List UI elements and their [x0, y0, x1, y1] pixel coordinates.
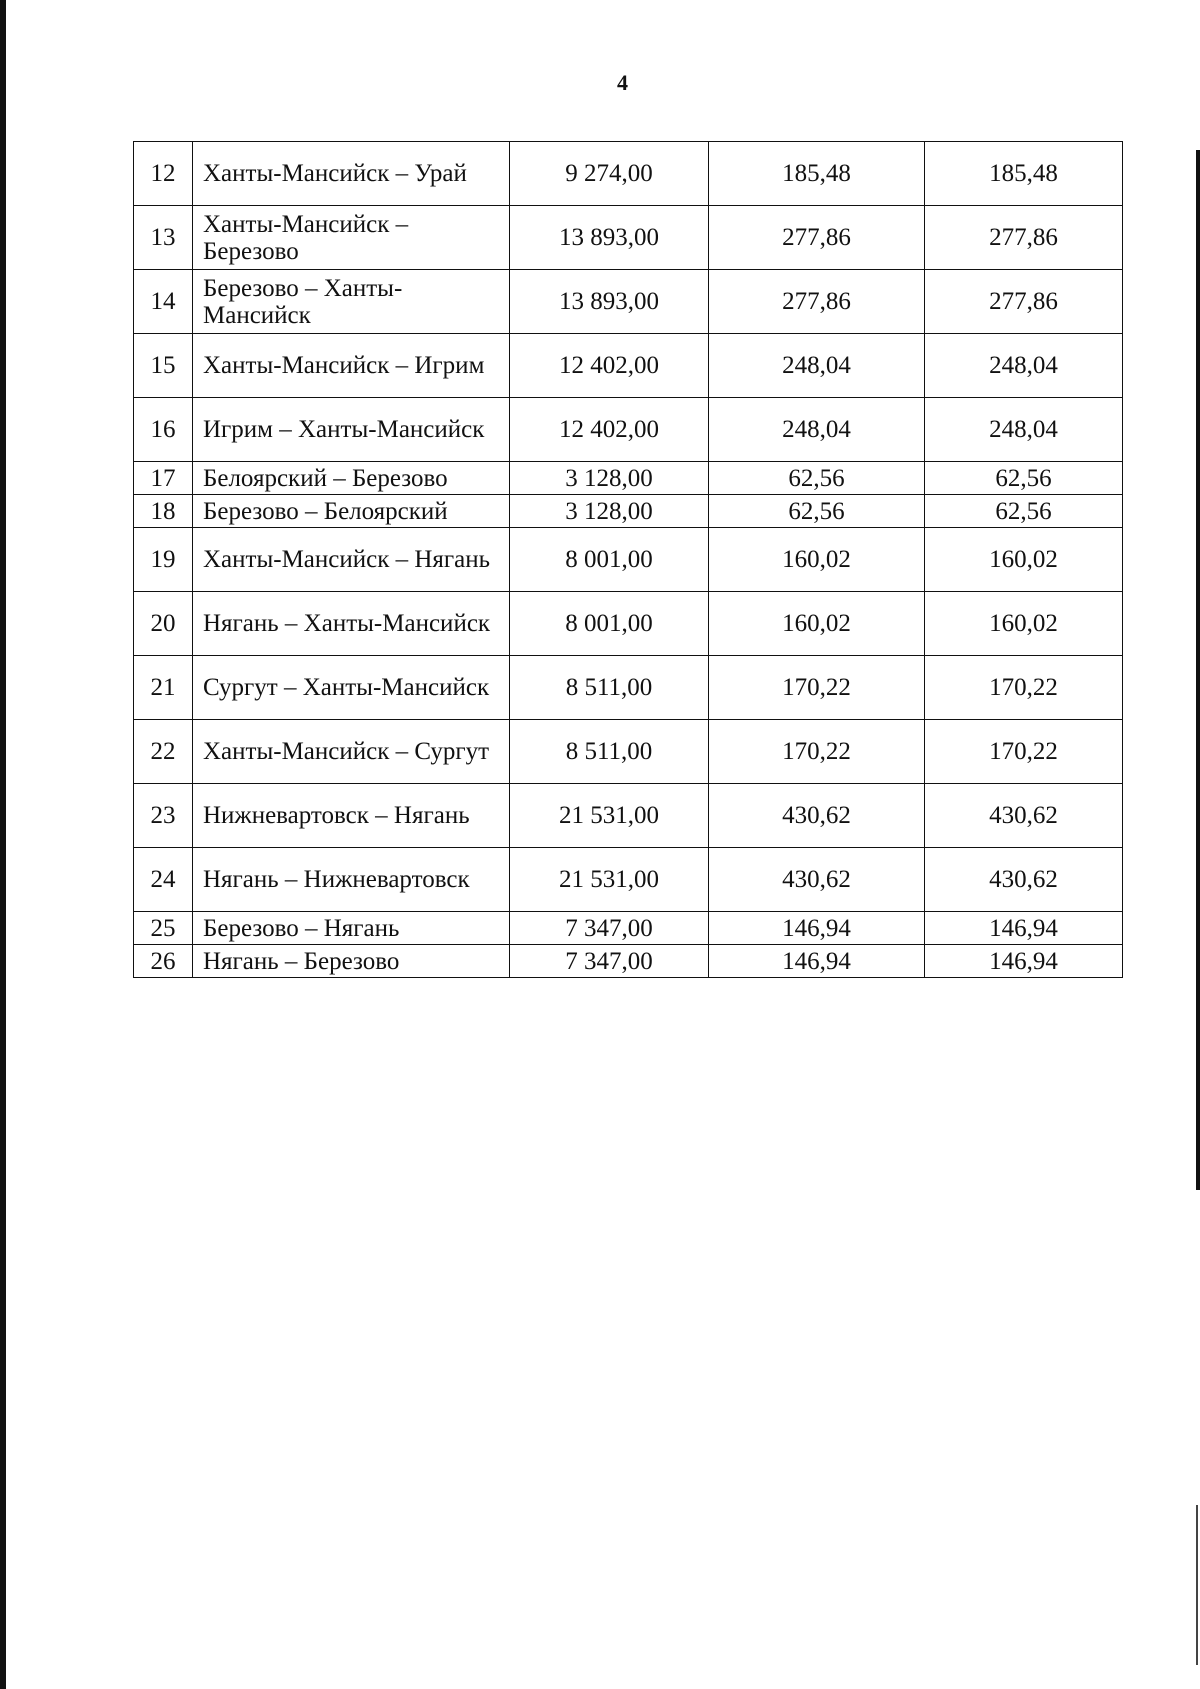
value-a-cell: 146,94	[709, 912, 925, 945]
row-number-cell: 17	[134, 462, 193, 495]
value-b-cell: 146,94	[925, 912, 1123, 945]
value-b-cell: 277,86	[925, 206, 1123, 270]
value-a-cell: 277,86	[709, 206, 925, 270]
value-a-cell: 185,48	[709, 142, 925, 206]
table-row	[134, 592, 1123, 656]
value-a-cell: 170,22	[709, 720, 925, 784]
route-cell: Березово – Ханты-Мансийск	[193, 270, 510, 334]
table-row	[134, 945, 1123, 978]
table-row	[134, 720, 1123, 784]
value-b-cell: 430,62	[925, 848, 1123, 912]
value-a-cell: 62,56	[709, 462, 925, 495]
fares-table-body	[134, 142, 1123, 978]
fare-cell: 13 893,00	[510, 270, 709, 334]
fare-cell: 7 347,00	[510, 945, 709, 978]
fare-cell: 7 347,00	[510, 912, 709, 945]
row-number-cell: 18	[134, 495, 193, 528]
row-number-cell: 21	[134, 656, 193, 720]
value-b-cell: 430,62	[925, 784, 1123, 848]
value-a-cell: 160,02	[709, 592, 925, 656]
fare-cell: 3 128,00	[510, 495, 709, 528]
route-cell: Нягань – Ханты-Мансийск	[193, 592, 510, 656]
route-cell: Игрим – Ханты-Мансийск	[193, 398, 510, 462]
scan-edge-left	[0, 0, 6, 1689]
route-cell: Ханты-Мансийск – Сургут	[193, 720, 510, 784]
route-cell: Березово – Нягань	[193, 912, 510, 945]
row-number-cell: 15	[134, 334, 193, 398]
table-row	[134, 848, 1123, 912]
row-number-cell: 16	[134, 398, 193, 462]
table-row	[134, 398, 1123, 462]
value-b-cell: 62,56	[925, 462, 1123, 495]
route-cell: Белоярский – Березово	[193, 462, 510, 495]
row-number-cell: 19	[134, 528, 193, 592]
route-cell: Ханты-Мансийск – Березово	[193, 206, 510, 270]
value-b-cell: 146,94	[925, 945, 1123, 978]
value-a-cell: 248,04	[709, 398, 925, 462]
table-row	[134, 784, 1123, 848]
table-row	[134, 270, 1123, 334]
value-b-cell: 277,86	[925, 270, 1123, 334]
value-b-cell: 170,22	[925, 720, 1123, 784]
value-a-cell: 170,22	[709, 656, 925, 720]
route-cell: Нижневартовск – Нягань	[193, 784, 510, 848]
table-row	[134, 528, 1123, 592]
value-b-cell: 170,22	[925, 656, 1123, 720]
value-a-cell: 248,04	[709, 334, 925, 398]
route-cell: Ханты-Мансийск – Игрим	[193, 334, 510, 398]
fare-cell: 13 893,00	[510, 206, 709, 270]
table-row	[134, 495, 1123, 528]
scan-edge-right-lower	[1196, 1505, 1198, 1665]
row-number-cell: 24	[134, 848, 193, 912]
fare-cell: 8 511,00	[510, 720, 709, 784]
table-row	[134, 334, 1123, 398]
value-b-cell: 62,56	[925, 495, 1123, 528]
row-number-cell: 14	[134, 270, 193, 334]
route-cell: Березово – Белоярский	[193, 495, 510, 528]
fare-cell: 8 001,00	[510, 592, 709, 656]
value-a-cell: 160,02	[709, 528, 925, 592]
row-number-cell: 23	[134, 784, 193, 848]
table-row	[134, 206, 1123, 270]
route-cell: Нягань – Березово	[193, 945, 510, 978]
row-number-cell: 22	[134, 720, 193, 784]
row-number-cell: 25	[134, 912, 193, 945]
route-cell: Нягань – Нижневартовск	[193, 848, 510, 912]
row-number-cell: 26	[134, 945, 193, 978]
row-number-cell: 12	[134, 142, 193, 206]
table-row	[134, 462, 1123, 495]
value-b-cell: 160,02	[925, 592, 1123, 656]
scan-edge-right	[1196, 150, 1200, 1190]
route-cell: Ханты-Мансийск – Урай	[193, 142, 510, 206]
value-b-cell: 248,04	[925, 398, 1123, 462]
value-b-cell: 160,02	[925, 528, 1123, 592]
fare-cell: 21 531,00	[510, 784, 709, 848]
row-number-cell: 20	[134, 592, 193, 656]
fare-cell: 12 402,00	[510, 398, 709, 462]
fare-cell: 12 402,00	[510, 334, 709, 398]
table-row	[134, 656, 1123, 720]
value-a-cell: 277,86	[709, 270, 925, 334]
fares-table	[133, 141, 1123, 978]
value-a-cell: 146,94	[709, 945, 925, 978]
value-b-cell: 248,04	[925, 334, 1123, 398]
route-cell: Ханты-Мансийск – Нягань	[193, 528, 510, 592]
route-cell: Сургут – Ханты-Мансийск	[193, 656, 510, 720]
fare-cell: 8 001,00	[510, 528, 709, 592]
value-a-cell: 430,62	[709, 784, 925, 848]
fare-cell: 21 531,00	[510, 848, 709, 912]
row-number-cell: 13	[134, 206, 193, 270]
page-number: 4	[617, 70, 628, 95]
fare-cell: 3 128,00	[510, 462, 709, 495]
table-row	[134, 142, 1123, 206]
table-row	[134, 912, 1123, 945]
value-b-cell: 185,48	[925, 142, 1123, 206]
fare-cell: 8 511,00	[510, 656, 709, 720]
value-a-cell: 62,56	[709, 495, 925, 528]
fare-cell: 9 274,00	[510, 142, 709, 206]
value-a-cell: 430,62	[709, 848, 925, 912]
